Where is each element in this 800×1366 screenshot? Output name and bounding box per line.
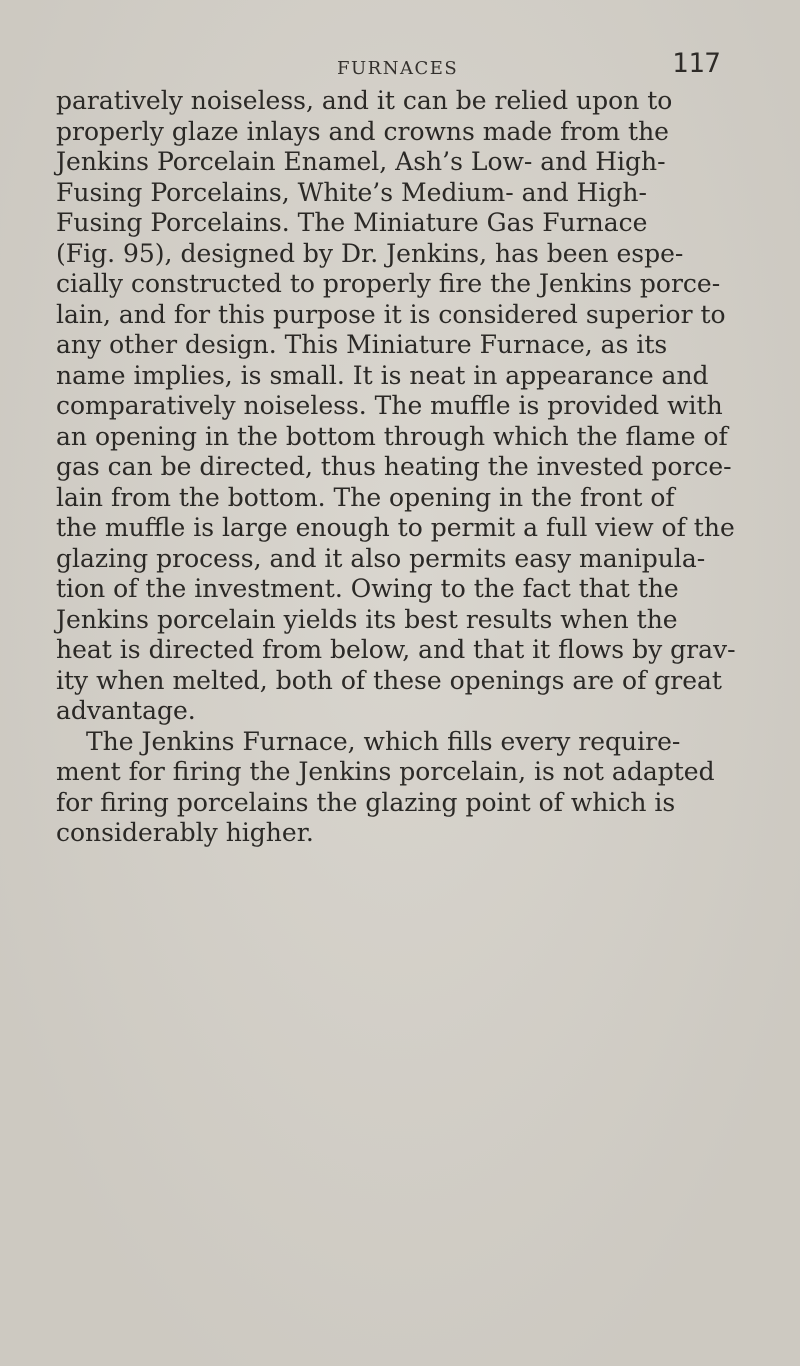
text-line: glazing process, and it also permits easy manipula- — [56, 543, 706, 573]
text-line: cially constructed to properly fire the Jenkins porce- — [56, 269, 721, 298]
text-line: Jenkins Porcelain Enamel, Ash’s Low- and High- — [56, 147, 666, 176]
text-line: comparatively noiseless. The muffle is provided with — [56, 391, 723, 420]
running-title: FURNACES — [337, 58, 459, 79]
text-line: properly glaze inlays and crowns made from the — [56, 116, 669, 146]
text-line: any other design. This Miniature Furnace, as its — [56, 330, 668, 359]
page-number: 117 — [672, 48, 721, 79]
body-text — [56, 86, 776, 849]
text-line: Jenkins porcelain yields its best results when the — [56, 604, 678, 634]
text-line: lain, and for this purpose it is considered superior to — [56, 299, 726, 329]
text-line: an opening in the bottom through which the flame of — [56, 421, 728, 451]
text-line: Fusing Porcelains, White’s Medium- and High- — [56, 177, 647, 207]
text-line: Fusing Porcelains. The Miniature Gas Furnace — [56, 208, 648, 237]
text-line: the muffle is large enough to permit a full view of the — [56, 513, 735, 542]
text-line: advantage. — [56, 696, 196, 725]
text-line: name implies, is small. It is neat in appearance and — [56, 360, 709, 390]
text-line: (Fig. 95), designed by Dr. Jenkins, has been espe- — [56, 238, 684, 268]
text-line: considerably higher. — [56, 818, 314, 847]
paragraph-start-line: The Jenkins Furnace, which fills every require- — [86, 726, 681, 756]
text-line: gas can be directed, thus heating the invested porce- — [56, 452, 732, 481]
running-head — [0, 48, 800, 82]
text-line: heat is directed from below, and that it flows by grav- — [56, 635, 736, 664]
text-line: ment for firing the Jenkins porcelain, is not adapted — [56, 757, 715, 786]
text-line: tion of the investment. Owing to the fact that the — [56, 574, 679, 603]
text-line: paratively noiseless, and it can be relied upon to — [56, 86, 673, 115]
text-line: for firing porcelains the glazing point of which is — [56, 787, 676, 817]
text-line: ity when melted, both of these openings are of great — [56, 665, 722, 695]
text-line: lain from the bottom. The opening in the front of — [56, 482, 675, 512]
